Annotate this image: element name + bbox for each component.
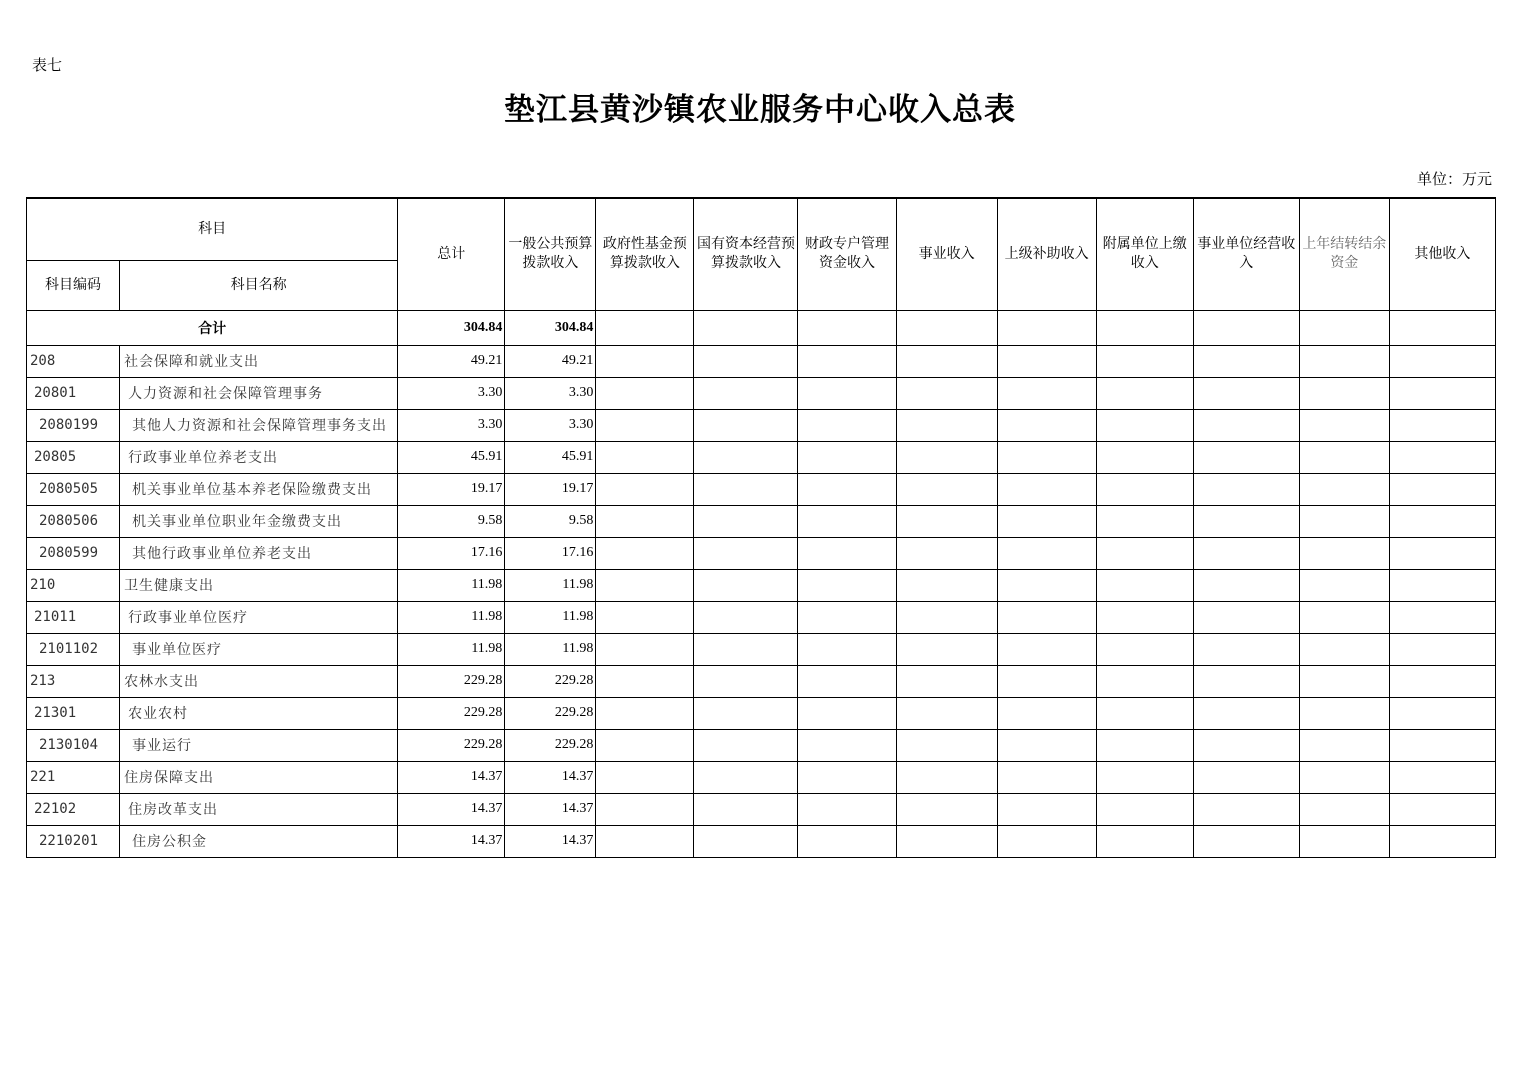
empty-cell [1299,409,1389,441]
empty-cell [997,761,1096,793]
subject-name-cell: 卫生健康支出 [120,569,398,601]
empty-cell [1193,473,1299,505]
empty-cell [1193,729,1299,761]
empty-cell [1096,409,1193,441]
header-col-affiliated-remit: 附属单位上缴收入 [1096,198,1193,310]
general-budget-cell: 14.37 [505,793,596,825]
subject-code-cell: 2080599 [27,537,120,569]
empty-cell [997,793,1096,825]
total-label: 合计 [27,310,398,345]
empty-cell [896,793,997,825]
empty-cell [1096,441,1193,473]
table-row [27,633,1496,665]
subject-name-cell: 机关事业单位职业年金缴费支出 [120,505,398,537]
total-cell: 45.91 [398,441,505,473]
empty-cell [694,601,798,633]
empty-cell [1299,569,1389,601]
empty-cell [1389,665,1495,697]
empty-cell [997,825,1096,857]
empty-cell [1389,729,1495,761]
empty-cell [1299,665,1389,697]
subject-code-cell: 2080505 [27,473,120,505]
subject-code-cell: 2130104 [27,729,120,761]
empty-cell [1096,665,1193,697]
total-cell: 11.98 [398,569,505,601]
empty-cell [1096,473,1193,505]
total-cell: 3.30 [398,409,505,441]
income-summary-table [26,197,1496,858]
total-cell: 11.98 [398,601,505,633]
empty-cell [596,793,694,825]
subject-name-cell: 社会保障和就业支出 [120,345,398,377]
total-cell: 19.17 [398,473,505,505]
empty-cell [694,505,798,537]
empty-cell [1193,441,1299,473]
empty-cell [1193,345,1299,377]
empty-cell [798,761,896,793]
table-row [27,473,1496,505]
empty-cell [1299,633,1389,665]
general-budget-cell: 19.17 [505,473,596,505]
empty-cell [798,729,896,761]
empty-cell [1096,537,1193,569]
total-general: 304.84 [505,310,596,345]
empty-cell [997,537,1096,569]
table-row [27,665,1496,697]
header-col-operating-income: 事业单位经营收入 [1193,198,1299,310]
subject-code-cell: 21011 [27,601,120,633]
general-budget-cell: 9.58 [505,505,596,537]
empty-cell [694,825,798,857]
empty-cell [596,441,694,473]
table-row [27,441,1496,473]
header-col-business-income: 事业收入 [896,198,997,310]
table-row [27,601,1496,633]
empty-cell [896,473,997,505]
table-row [27,729,1496,761]
empty-cell [596,569,694,601]
empty-cell [694,761,798,793]
empty-cell [1193,310,1299,345]
empty-cell [896,825,997,857]
empty-cell [1193,697,1299,729]
table-row [27,761,1496,793]
empty-cell [997,441,1096,473]
subject-code-cell: 22102 [27,793,120,825]
table-row [27,345,1496,377]
page-title: 垫江县黄沙镇农业服务中心收入总表 [504,92,1016,128]
empty-cell [896,601,997,633]
empty-cell [694,665,798,697]
empty-cell [596,761,694,793]
subject-name-cell: 事业单位医疗 [120,633,398,665]
empty-cell [1299,377,1389,409]
empty-cell [798,505,896,537]
empty-cell [798,409,896,441]
empty-cell [1096,697,1193,729]
empty-cell [1096,345,1193,377]
total-cell: 14.37 [398,761,505,793]
empty-cell [1389,409,1495,441]
empty-cell [1193,377,1299,409]
general-budget-cell: 11.98 [505,601,596,633]
empty-cell [1193,569,1299,601]
empty-cell [1299,793,1389,825]
empty-cell [896,310,997,345]
empty-cell [1389,697,1495,729]
empty-cell [1389,537,1495,569]
empty-cell [896,537,997,569]
empty-cell [694,310,798,345]
empty-cell [1389,633,1495,665]
empty-cell [896,665,997,697]
empty-cell [596,601,694,633]
header-col-total: 总计 [398,198,505,310]
empty-cell [1096,825,1193,857]
empty-cell [596,473,694,505]
empty-cell [997,473,1096,505]
empty-cell [997,310,1096,345]
total-cell: 11.98 [398,633,505,665]
general-budget-cell: 17.16 [505,537,596,569]
empty-cell [694,345,798,377]
subject-code-cell: 210 [27,569,120,601]
total-cell: 229.28 [398,729,505,761]
empty-cell [596,310,694,345]
empty-cell [694,409,798,441]
empty-cell [1389,441,1495,473]
subject-code-cell: 20805 [27,441,120,473]
empty-cell [694,569,798,601]
empty-cell [1389,793,1495,825]
subject-name-cell: 农林水支出 [120,665,398,697]
empty-cell [997,633,1096,665]
empty-cell [1193,601,1299,633]
table-row [27,377,1496,409]
empty-cell [1389,377,1495,409]
empty-cell [596,409,694,441]
empty-cell [798,633,896,665]
subject-name-cell: 机关事业单位基本养老保险缴费支出 [120,473,398,505]
empty-cell [896,441,997,473]
subject-name-cell: 其他行政事业单位养老支出 [120,537,398,569]
empty-cell [1299,310,1389,345]
empty-cell [896,409,997,441]
empty-cell [1299,345,1389,377]
empty-cell [1096,505,1193,537]
subject-code-cell: 221 [27,761,120,793]
table-row [27,825,1496,857]
empty-cell [596,825,694,857]
empty-cell [896,697,997,729]
empty-cell [1193,409,1299,441]
general-budget-cell: 11.98 [505,633,596,665]
subject-code-cell: 2101102 [27,633,120,665]
subject-code-cell: 2080506 [27,505,120,537]
empty-cell [1389,473,1495,505]
unit-label: 单位：万元 [1416,170,1492,188]
empty-cell [1299,697,1389,729]
general-budget-cell: 14.37 [505,825,596,857]
empty-cell [596,729,694,761]
empty-cell [896,761,997,793]
empty-cell [896,505,997,537]
empty-cell [1193,825,1299,857]
empty-cell [694,697,798,729]
empty-cell [694,441,798,473]
empty-cell [1096,310,1193,345]
general-budget-cell: 229.28 [505,697,596,729]
header-col-carryover: 上年结转结余资金 [1299,198,1389,310]
general-budget-cell: 3.30 [505,377,596,409]
header-col-special-account: 财政专户管理资金收入 [798,198,896,310]
empty-cell [798,601,896,633]
empty-cell [798,310,896,345]
subject-name-cell: 农业农村 [120,697,398,729]
empty-cell [1389,601,1495,633]
empty-cell [798,825,896,857]
empty-cell [596,505,694,537]
subject-code-cell: 21301 [27,697,120,729]
empty-cell [896,569,997,601]
subject-code-cell: 213 [27,665,120,697]
empty-cell [596,665,694,697]
empty-cell [896,633,997,665]
empty-cell [798,345,896,377]
empty-cell [1096,761,1193,793]
table-row [27,793,1496,825]
general-budget-cell: 14.37 [505,761,596,793]
subject-code-cell: 20801 [27,377,120,409]
empty-cell [1299,601,1389,633]
empty-cell [997,409,1096,441]
subject-code-cell: 2080199 [27,409,120,441]
empty-cell [896,345,997,377]
header-subject-code: 科目编码 [27,260,120,310]
empty-cell [1096,569,1193,601]
subject-name-cell: 其他人力资源和社会保障管理事务支出 [120,409,398,441]
header-subject: 科目 [27,198,398,260]
empty-cell [1096,377,1193,409]
empty-cell [694,793,798,825]
empty-cell [1193,537,1299,569]
header-col-state-capital: 国有资本经营预算拨款收入 [694,198,798,310]
empty-cell [1389,345,1495,377]
empty-cell [997,601,1096,633]
subject-code-cell: 2210201 [27,825,120,857]
table-number: 表七 [32,56,63,74]
general-budget-cell: 11.98 [505,569,596,601]
table-row [27,537,1496,569]
empty-cell [694,537,798,569]
table-row [27,569,1496,601]
general-budget-cell: 229.28 [505,729,596,761]
empty-cell [798,793,896,825]
empty-cell [694,473,798,505]
subject-name-cell: 住房改革支出 [120,793,398,825]
empty-cell [997,729,1096,761]
header-col-general-budget: 一般公共预算拨款收入 [505,198,596,310]
empty-cell [596,537,694,569]
general-budget-cell: 229.28 [505,665,596,697]
empty-cell [1193,761,1299,793]
total-cell: 49.21 [398,345,505,377]
empty-cell [1096,633,1193,665]
subject-name-cell: 事业运行 [120,729,398,761]
empty-cell [1389,505,1495,537]
empty-cell [1299,473,1389,505]
empty-cell [596,345,694,377]
header-col-superior-subsidy: 上级补助收入 [997,198,1096,310]
empty-cell [896,729,997,761]
empty-cell [798,377,896,409]
general-budget-cell: 45.91 [505,441,596,473]
total-cell: 17.16 [398,537,505,569]
empty-cell [1096,729,1193,761]
empty-cell [997,665,1096,697]
general-budget-cell: 3.30 [505,409,596,441]
subject-name-cell: 行政事业单位医疗 [120,601,398,633]
total-cell: 229.28 [398,697,505,729]
total-row [27,310,1496,345]
empty-cell [596,377,694,409]
empty-cell [1299,505,1389,537]
subject-code-cell: 208 [27,345,120,377]
empty-cell [798,473,896,505]
empty-cell [596,697,694,729]
empty-cell [997,345,1096,377]
empty-cell [1389,761,1495,793]
total-cell: 229.28 [398,665,505,697]
empty-cell [694,633,798,665]
empty-cell [896,377,997,409]
empty-cell [798,441,896,473]
table-row [27,505,1496,537]
table-row [27,697,1496,729]
empty-cell [1193,665,1299,697]
empty-cell [694,377,798,409]
empty-cell [694,729,798,761]
subject-name-cell: 人力资源和社会保障管理事务 [120,377,398,409]
total-cell: 3.30 [398,377,505,409]
empty-cell [997,377,1096,409]
empty-cell [1096,601,1193,633]
total-cell: 9.58 [398,505,505,537]
empty-cell [798,697,896,729]
header-col-other-income: 其他收入 [1389,198,1495,310]
empty-cell [596,633,694,665]
empty-cell [1389,569,1495,601]
empty-cell [1193,793,1299,825]
empty-cell [997,569,1096,601]
subject-name-cell: 住房公积金 [120,825,398,857]
empty-cell [1389,310,1495,345]
empty-cell [798,665,896,697]
total-cell: 14.37 [398,825,505,857]
empty-cell [1299,537,1389,569]
empty-cell [997,505,1096,537]
empty-cell [1193,633,1299,665]
empty-cell [997,697,1096,729]
header-col-gov-fund: 政府性基金预算拨款收入 [596,198,694,310]
table-row [27,409,1496,441]
empty-cell [798,537,896,569]
empty-cell [1193,505,1299,537]
empty-cell [1299,825,1389,857]
subject-name-cell: 住房保障支出 [120,761,398,793]
header-subject-name: 科目名称 [120,260,398,310]
empty-cell [1096,793,1193,825]
general-budget-cell: 49.21 [505,345,596,377]
total-total: 304.84 [398,310,505,345]
empty-cell [1299,729,1389,761]
empty-cell [1299,441,1389,473]
empty-cell [1299,761,1389,793]
empty-cell [798,569,896,601]
empty-cell [1389,825,1495,857]
total-cell: 14.37 [398,793,505,825]
subject-name-cell: 行政事业单位养老支出 [120,441,398,473]
